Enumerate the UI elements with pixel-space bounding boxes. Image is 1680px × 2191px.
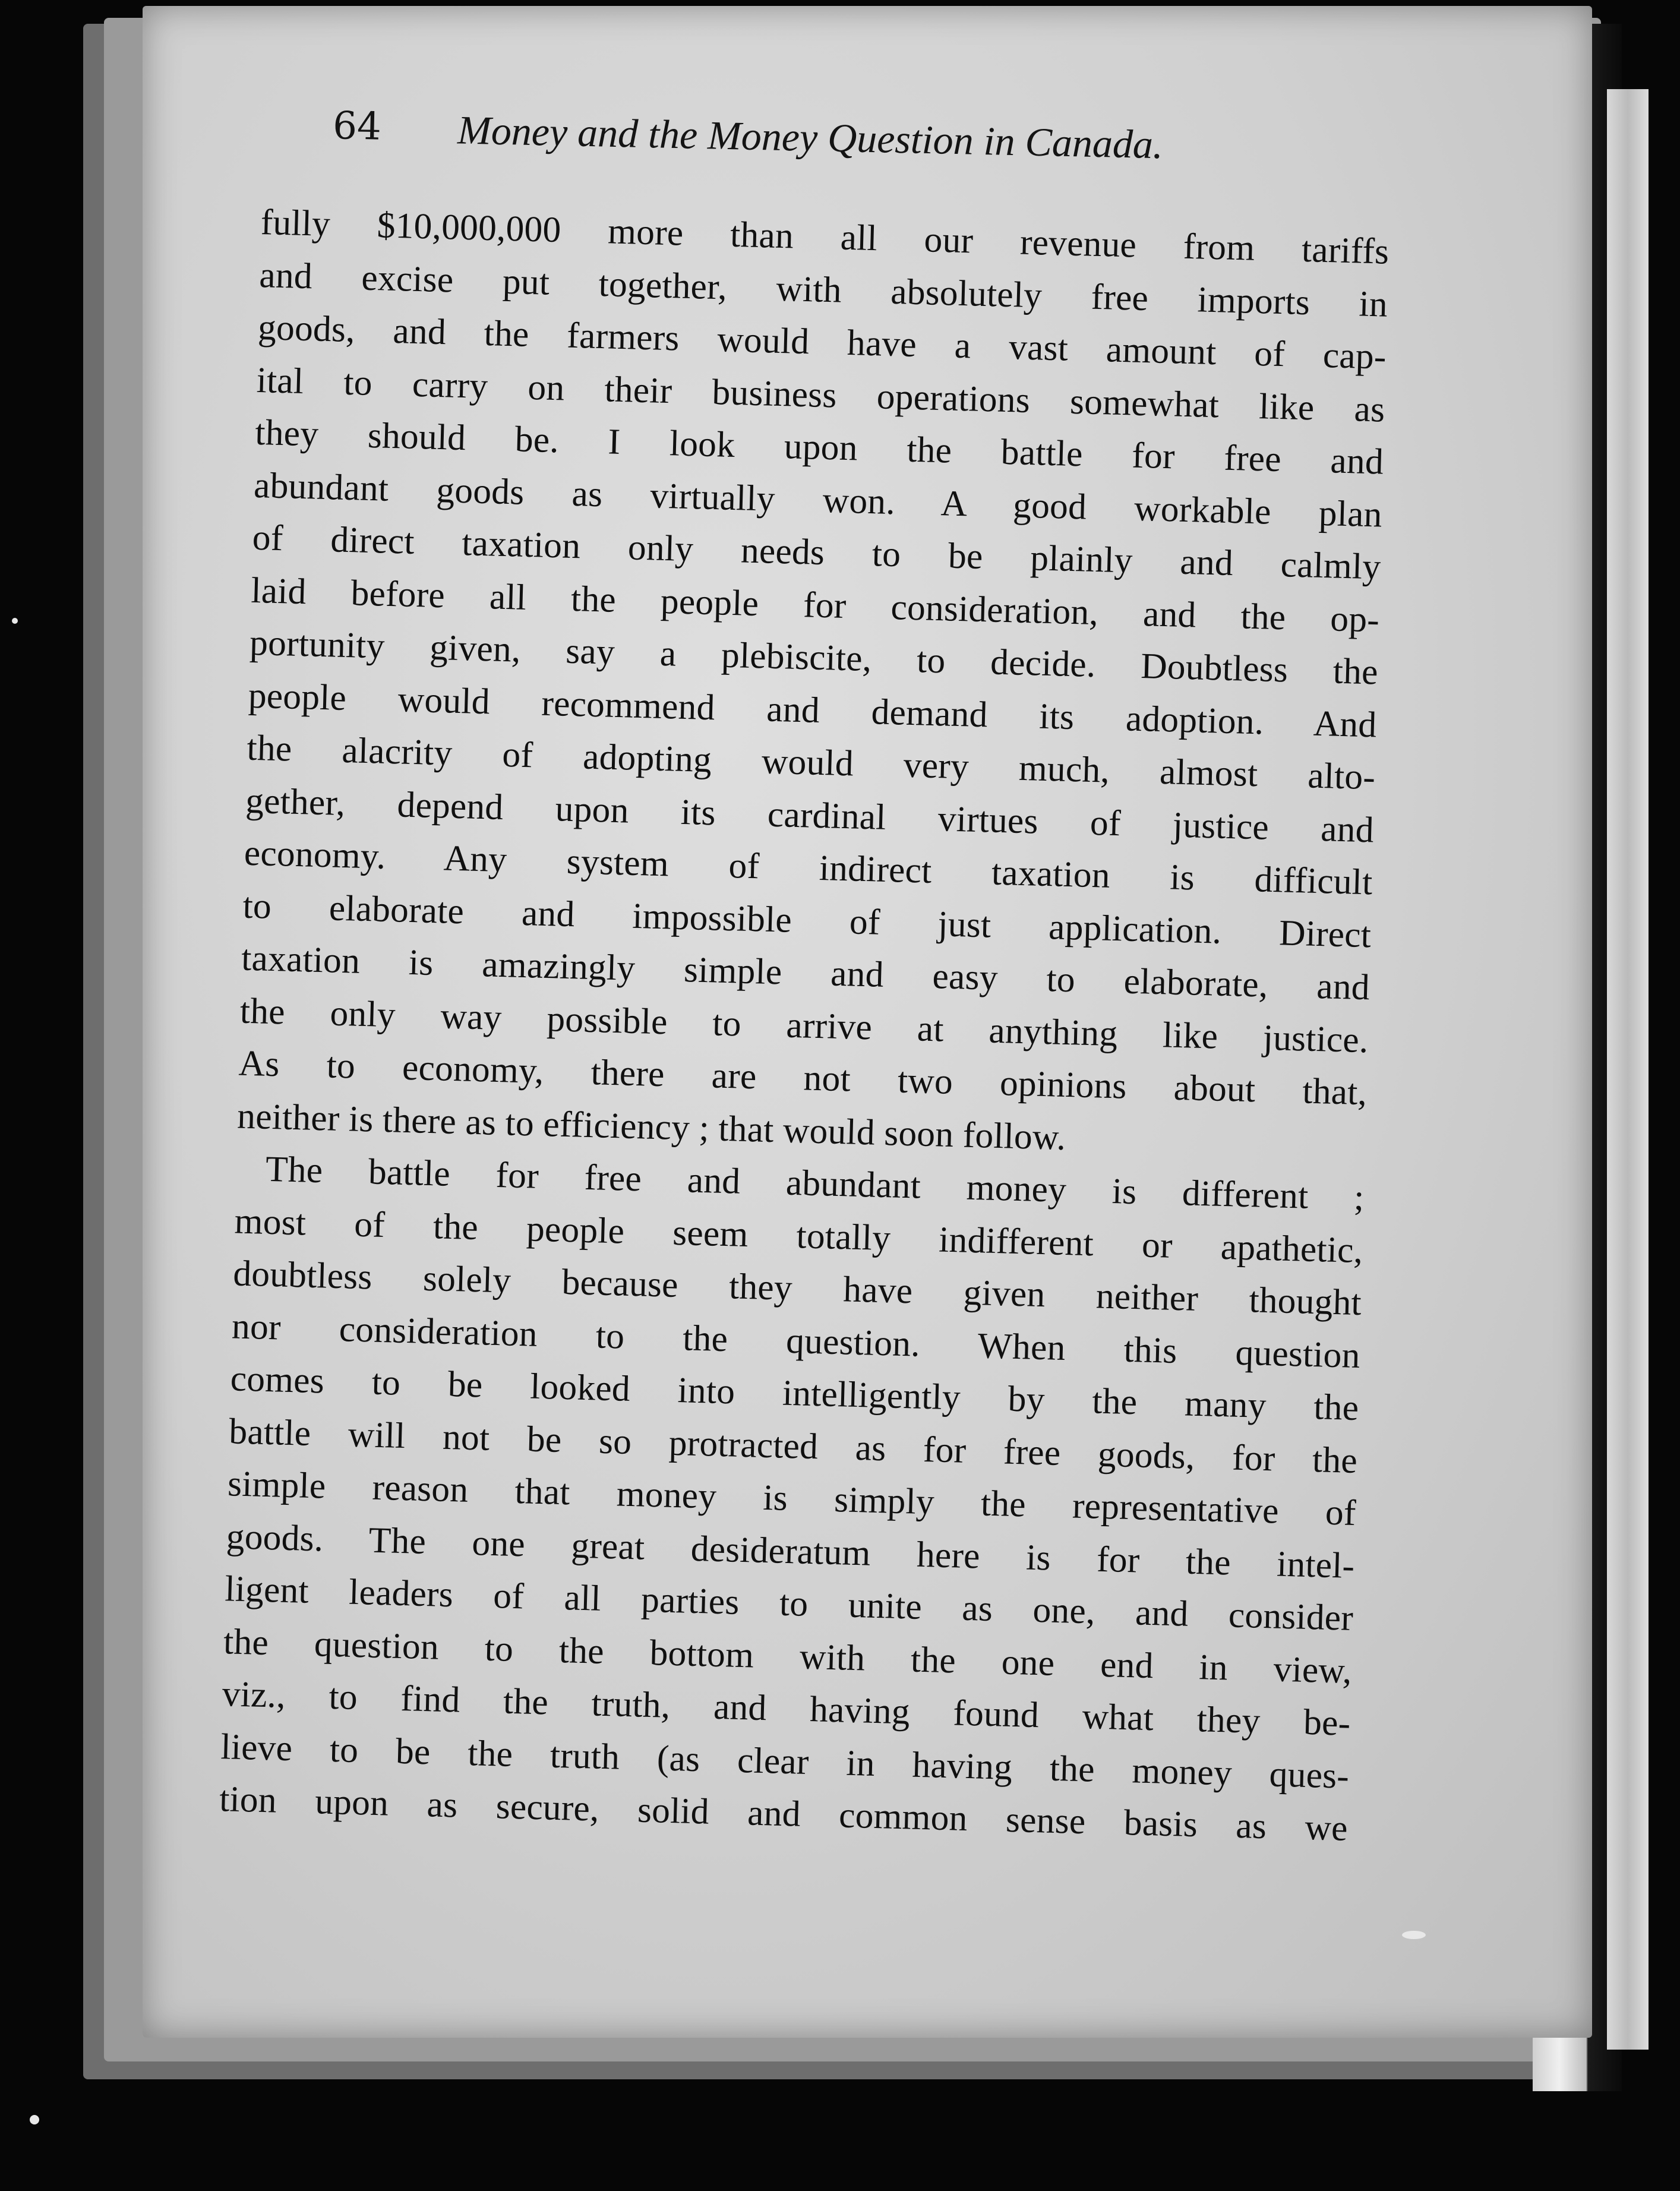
text-line: nor consideration to the question. When this question bbox=[231, 1305, 1361, 1376]
text-line: ligent leaders of all parties to unite as one, and consider bbox=[224, 1568, 1354, 1638]
film-speck bbox=[30, 2115, 39, 2124]
text-line: abundant goods as virtually won. A good workable plan bbox=[253, 465, 1383, 535]
text-line: doubtless solely because they have given neither thought bbox=[232, 1253, 1362, 1324]
running-head-title: Money and the Money Question in Canada. bbox=[457, 107, 1164, 168]
text-line: to elaborate and impossible of just application. Direct bbox=[242, 885, 1372, 955]
text-line: battle will not be so protracted as for free goods, for the bbox=[228, 1410, 1358, 1481]
text-line: laid before all the people for consideration, and the op- bbox=[250, 570, 1380, 640]
text-line: tion upon as secure, solid and common sense basis as we bbox=[219, 1779, 1349, 1849]
text-line: fully $10,000,000 more than all our revenue from tariffs bbox=[260, 201, 1390, 272]
text-line: economy. Any system of indirect taxation is difficult bbox=[244, 832, 1373, 903]
text-line: people would recommend and demand its adoption. And bbox=[248, 675, 1378, 745]
text-line: goods. The one great desideratum here is for the intel- bbox=[226, 1516, 1356, 1586]
text-line: and excise put together, with absolutely free imports in bbox=[258, 254, 1388, 325]
paragraph-end-line: neither is there as to efficiency ; that would soon follow. bbox=[236, 1095, 1067, 1158]
text-line: of direct taxation only needs to be plainly and calmly bbox=[252, 517, 1382, 588]
text-line: the alacrity of adopting would very much, almost alto- bbox=[246, 727, 1376, 798]
text-line: viz., to find the truth, and having found what they be- bbox=[222, 1674, 1351, 1744]
torn-binding-strip bbox=[1607, 89, 1649, 2050]
text-line: As to economy, there are not two opinions about that, bbox=[238, 1043, 1368, 1113]
text-line: goods, and the farmers would have a vast amount of cap- bbox=[257, 307, 1387, 377]
text-line: lieve to be the truth (as clear in having the money ques- bbox=[220, 1726, 1350, 1797]
body-text bbox=[219, 196, 1390, 1855]
text-line: most of the people seem totally indifferent or apathetic, bbox=[233, 1200, 1364, 1271]
text-line: taxation is amazingly simple and easy to elaborate, and bbox=[241, 937, 1370, 1008]
text-line: they should be. I look upon the battle for free and bbox=[254, 412, 1384, 482]
text-line: the question to the bottom with the one end in view, bbox=[223, 1621, 1353, 1691]
text-line: gether, depend upon its cardinal virtues of justice and bbox=[245, 780, 1375, 850]
page-number: 64 bbox=[332, 104, 382, 149]
film-speck bbox=[12, 618, 18, 624]
paragraph-start-line: The battle for free and abundant money is different ; bbox=[265, 1148, 1365, 1218]
film-speck bbox=[1402, 1931, 1426, 1939]
text-line: ital to carry on their business operations somewhat like as bbox=[256, 359, 1386, 430]
text-line: comes to be looked into intelligently by the many the bbox=[229, 1358, 1360, 1429]
text-line: the only way possible to arrive at anything like justice. bbox=[239, 990, 1369, 1060]
text-line: portunity given, say a plebiscite, to decide. Doubtless the bbox=[249, 622, 1379, 693]
text-line: simple reason that money is simply the representative of bbox=[227, 1463, 1357, 1533]
